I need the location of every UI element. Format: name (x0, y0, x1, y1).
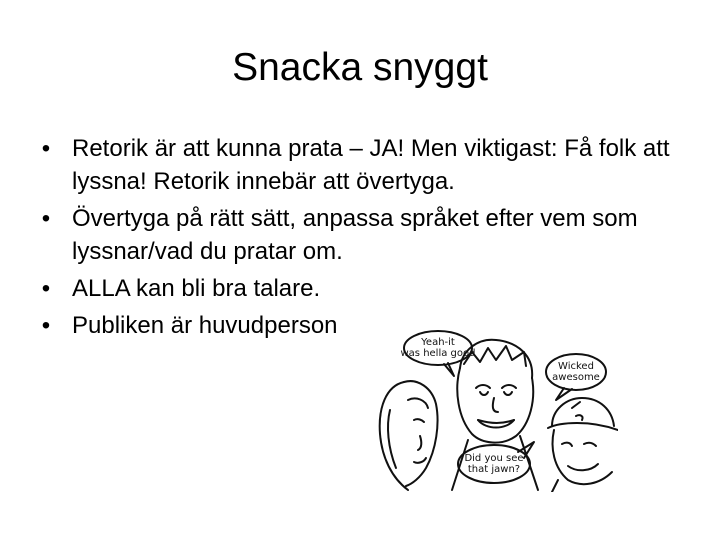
bullet-text: Publiken är huvudperson (72, 312, 338, 339)
speech-bubble-1-text-2: was hella good (400, 348, 476, 359)
speech-bubble-3-text-2: that jawn? (467, 464, 521, 475)
speech-bubble-2-text-2: awesome (552, 372, 600, 383)
speech-bubble-3-text: Did you see (464, 453, 524, 464)
speech-bubble-2-text: Wicked (558, 361, 594, 372)
bullet-marker: • (41, 135, 51, 162)
bullet-text: Retorik är att kunna prata – JA! Men viktigast: Få folk att lyssna! Retorik innebär att övertyga. (72, 135, 670, 195)
bullet-item (36, 272, 696, 305)
bullet-item (36, 132, 696, 198)
bullet-list (36, 132, 696, 346)
girl-figure (380, 381, 438, 490)
bullet-marker: • (41, 312, 51, 339)
bullet-marker: • (41, 275, 51, 302)
comic-illustration (368, 330, 618, 492)
bullet-text: ALLA kan bli bra talare. (72, 275, 321, 302)
slide-title: Snacka snyggt (232, 46, 488, 89)
bullet-marker: • (41, 205, 51, 232)
speech-bubble-1-text: Yeah-it (421, 337, 455, 348)
bullet-item (36, 202, 696, 268)
capped-boy-figure (548, 398, 618, 492)
bullet-text: Övertyga på rätt sätt, anpassa språket efter vem som lyssnar/vad du pratar om. (72, 205, 638, 265)
